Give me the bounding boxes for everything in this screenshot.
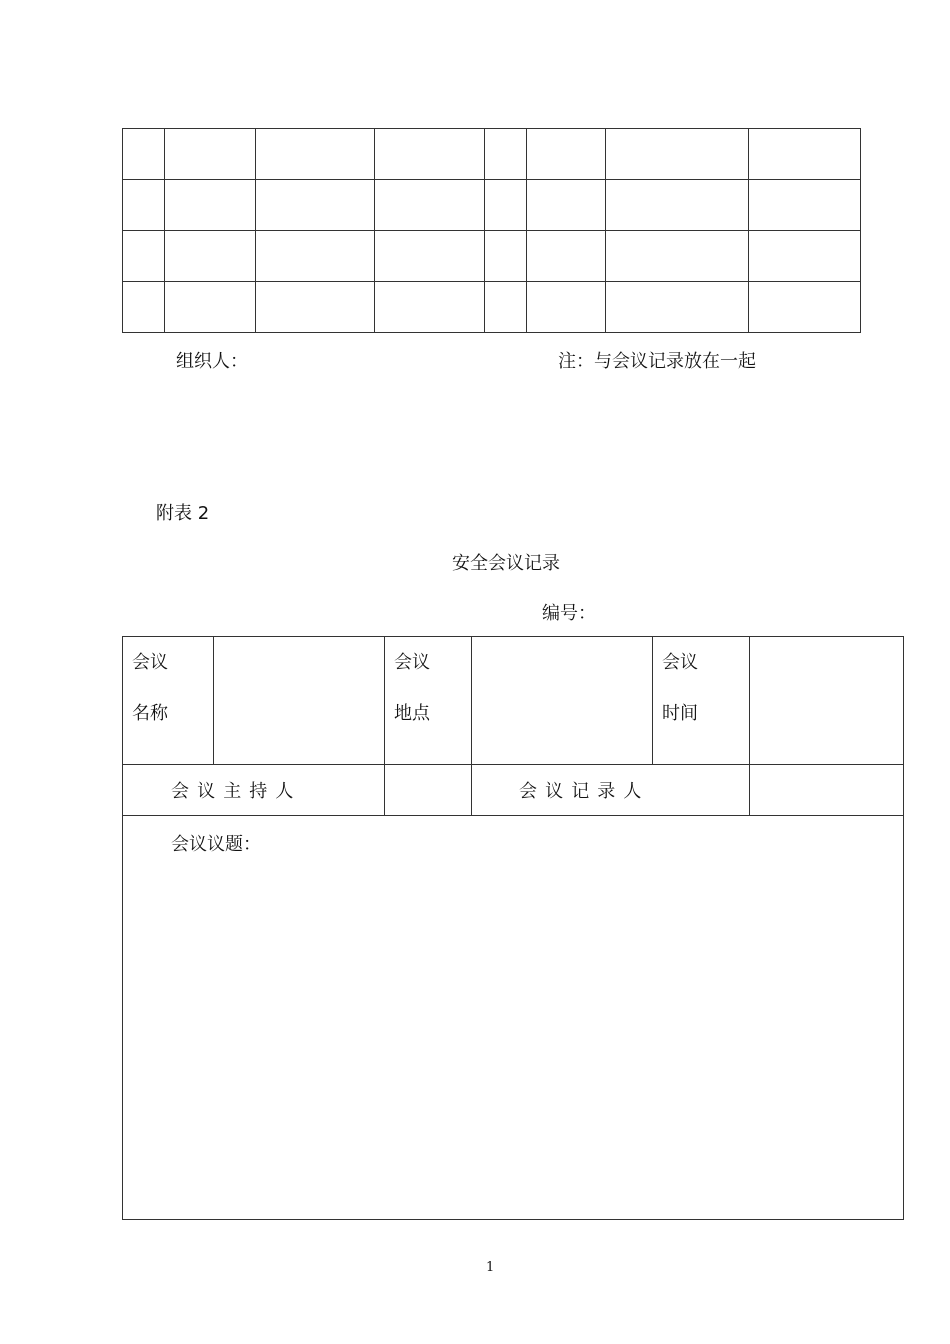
- grid-cell[interactable]: [527, 231, 606, 282]
- grid-cell[interactable]: [485, 180, 527, 231]
- grid-cell[interactable]: [256, 282, 375, 333]
- meeting-location-label-cell: [385, 637, 472, 765]
- meeting-time-field[interactable]: [750, 637, 904, 765]
- host-label-cell: [123, 765, 385, 816]
- grid-cell[interactable]: [123, 282, 165, 333]
- host-label: 会议主持人: [171, 781, 302, 802]
- meeting-name-label-cell: [123, 637, 214, 765]
- topic-label: 会议议题：: [171, 834, 261, 855]
- meeting-time-label-1: 会议: [662, 652, 698, 673]
- grid-cell[interactable]: [165, 231, 256, 282]
- table-row: [123, 816, 904, 1220]
- grid-cell[interactable]: [606, 282, 749, 333]
- grid-cell[interactable]: [606, 231, 749, 282]
- grid-cell[interactable]: [256, 231, 375, 282]
- grid-cell[interactable]: [606, 129, 749, 180]
- page-number: 1: [486, 1260, 495, 1275]
- table-row: [123, 282, 861, 333]
- host-field[interactable]: [385, 765, 472, 816]
- meeting-name-field[interactable]: [214, 637, 385, 765]
- grid-cell[interactable]: [527, 129, 606, 180]
- meeting-time-label-2: 时间: [662, 703, 698, 724]
- note-text: 注：与会议记录放在一起: [558, 351, 756, 372]
- attendance-grid-table: [122, 128, 861, 333]
- number-label: 编号：: [542, 603, 596, 624]
- grid-cell[interactable]: [375, 231, 485, 282]
- grid-cell[interactable]: [375, 129, 485, 180]
- table-row: [123, 129, 861, 180]
- organizer-label: 组织人：: [176, 351, 248, 372]
- grid-cell[interactable]: [123, 180, 165, 231]
- meeting-location-label-2: 地点: [394, 703, 430, 724]
- grid-cell[interactable]: [527, 282, 606, 333]
- appendix-label: 附表 2: [156, 503, 210, 524]
- meeting-location-label-1: 会议: [394, 652, 430, 673]
- grid-cell[interactable]: [749, 180, 861, 231]
- meeting-location-field[interactable]: [472, 637, 653, 765]
- grid-cell[interactable]: [165, 129, 256, 180]
- grid-cell[interactable]: [606, 180, 749, 231]
- grid-cell[interactable]: [256, 129, 375, 180]
- recorder-label-cell: [472, 765, 750, 816]
- grid-cell[interactable]: [256, 180, 375, 231]
- meeting-name-label-1: 会议: [132, 652, 168, 673]
- meeting-record-table: [122, 636, 904, 1220]
- grid-cell[interactable]: [165, 180, 256, 231]
- topic-field[interactable]: [123, 816, 904, 1220]
- grid-cell[interactable]: [485, 129, 527, 180]
- grid-cell[interactable]: [123, 129, 165, 180]
- grid-cell[interactable]: [375, 282, 485, 333]
- recorder-field[interactable]: [750, 765, 904, 816]
- table-row: [123, 180, 861, 231]
- grid-cell[interactable]: [527, 180, 606, 231]
- table-row: [123, 765, 904, 816]
- grid-cell[interactable]: [485, 282, 527, 333]
- grid-cell[interactable]: [749, 282, 861, 333]
- grid-cell[interactable]: [749, 129, 861, 180]
- table-row: [123, 231, 861, 282]
- grid-cell[interactable]: [165, 282, 256, 333]
- grid-cell[interactable]: [485, 231, 527, 282]
- recorder-label: 会议记录人: [519, 781, 650, 802]
- grid-cell[interactable]: [749, 231, 861, 282]
- grid-cell[interactable]: [375, 180, 485, 231]
- page-title: 安全会议记录: [452, 553, 560, 574]
- table-row: [123, 637, 904, 765]
- grid-cell[interactable]: [123, 231, 165, 282]
- meeting-time-label-cell: [653, 637, 750, 765]
- meeting-name-label-2: 名称: [132, 703, 168, 724]
